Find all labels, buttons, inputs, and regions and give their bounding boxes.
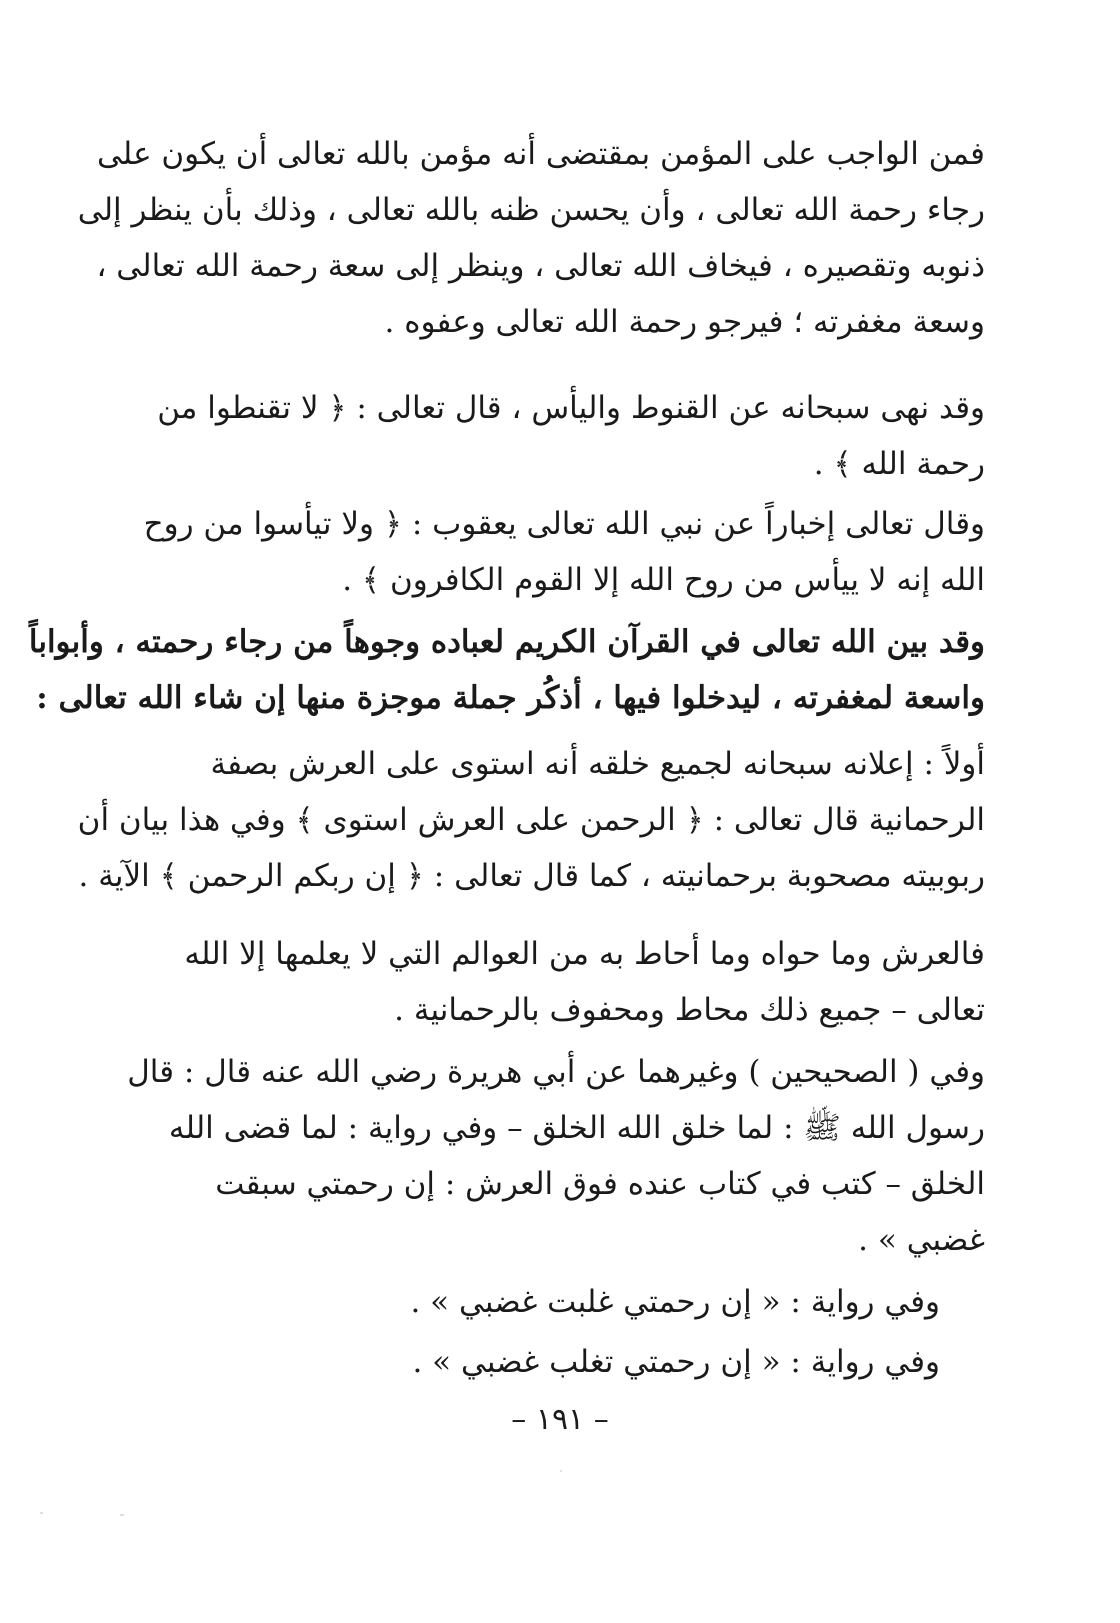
paragraph-7 bbox=[127, 1044, 985, 1268]
text-line: فالعرش وما حواه وما أحاط به من العوالم التي لا يعلمها إلا الله bbox=[184, 936, 985, 972]
text-line: تعالى – جميع ذلك محاط ومحفوف بالرحمانية . bbox=[394, 992, 985, 1028]
text-line: وقد بين الله تعالى في القرآن الكريم لعباده وجوهاً من رجاء رحمته ، وأبواباً bbox=[28, 624, 985, 660]
text-line: وقد نهى سبحانه عن القنوط واليأس ، قال تعالى : ﴿ لا تقنطوا من bbox=[157, 390, 985, 426]
paragraph-5 bbox=[77, 736, 985, 904]
text-line: الله إنه لا ييأس من روح الله إلا القوم الكافرون ﴾ . bbox=[342, 562, 985, 598]
text-line: وفي رواية : « إن رحمتي غلبت غضبي » . bbox=[410, 1284, 940, 1320]
text-line: رسول الله ﷺ : لما خلق الله الخلق – وفي رواية : لما قضى الله bbox=[168, 1110, 985, 1146]
text-line: أولاً : إعلانه سبحانه لجميع خلقه أنه استوى على العرش بصفة bbox=[210, 746, 985, 782]
text-line: وفي رواية : « إن رحمتي تغلب غضبي » . bbox=[412, 1344, 940, 1380]
paragraph-4 bbox=[28, 614, 985, 726]
text-line: وفي ( الصحيحين ) وغيرهما عن أبي هريرة رضي الله عنه قال : قال bbox=[127, 1054, 985, 1090]
paragraph-3 bbox=[143, 496, 985, 608]
paragraph-1 bbox=[77, 126, 985, 350]
text-line: الرحمانية قال تعالى : ﴿ الرحمن على العرش استوى ﴾ وفي هذا بيان أن bbox=[77, 802, 985, 838]
scan-speck bbox=[120, 1514, 124, 1516]
paragraph-6 bbox=[180, 926, 985, 1038]
page-number: – ١٩١ – bbox=[511, 1402, 609, 1437]
paragraph-8 bbox=[410, 1274, 940, 1330]
paragraph-2 bbox=[157, 380, 985, 492]
scan-speck bbox=[40, 1512, 43, 1514]
text-line: وقال تعالى إخباراً عن نبي الله تعالى يعقوب : ﴿ ولا تيأسوا من روح bbox=[143, 506, 985, 542]
scan-speck bbox=[560, 1470, 562, 1472]
text-line: واسعة لمغفرته ، ليدخلوا فيها ، أذكُر جملة موجزة منها إن شاء الله تعالى : bbox=[36, 680, 985, 716]
text-line: الخلق – كتب في كتاب عنده فوق العرش : إن رحمتي سبقت bbox=[215, 1166, 985, 1202]
text-line: ربوبيته مصحوبة برحمانيته ، كما قال تعالى : ﴿ إن ربكم الرحمن ﴾ الآية . bbox=[78, 858, 985, 894]
text-line: غضبي » . bbox=[858, 1222, 985, 1258]
text-line: رجاء رحمة الله تعالى ، وأن يحسن ظنه بالله تعالى ، وذلك بأن ينظر إلى bbox=[77, 192, 985, 228]
text-line: رحمة الله ﴾ . bbox=[813, 446, 985, 482]
text-line: ذنوبه وتقصيره ، فيخاف الله تعالى ، وينظر إلى سعة رحمة الله تعالى ، bbox=[96, 248, 985, 284]
paragraph-9 bbox=[412, 1334, 940, 1390]
text-line: وسعة مغفرته ؛ فيرجو رحمة الله تعالى وعفوه . bbox=[384, 304, 985, 340]
text-line: فمن الواجب على المؤمن بمقتضى أنه مؤمن بالله تعالى أن يكون على bbox=[96, 136, 985, 172]
